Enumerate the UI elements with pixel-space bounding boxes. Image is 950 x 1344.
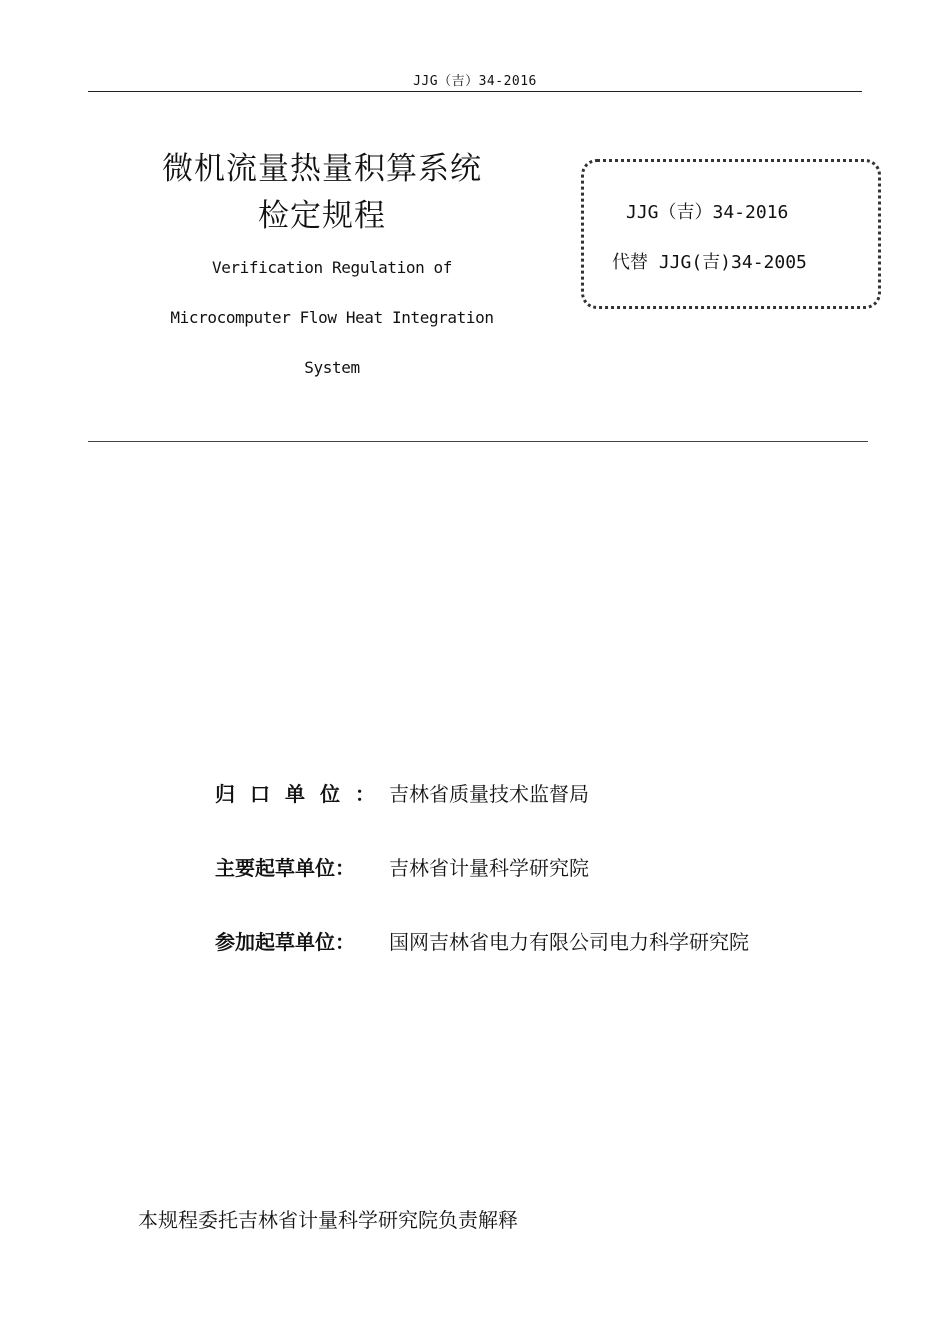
responsible-unit-label: 归口单位：: [215, 782, 390, 806]
title-en-line-2: Microcomputer Flow Heat Integration: [170, 308, 494, 327]
participating-drafting-unit-label: 参加起草单位：: [215, 930, 355, 954]
main-drafting-unit-row: [215, 854, 589, 882]
responsible-unit-row: [215, 780, 589, 808]
main-drafting-unit-value: 吉林省计量科学研究院: [389, 856, 589, 880]
title-en-line-1: Verification Regulation of: [211, 258, 453, 277]
responsible-unit-value: 吉林省质量技术监督局: [389, 782, 589, 806]
participating-drafting-unit-value: 国网吉林省电力有限公司电力科学研究院: [389, 930, 749, 954]
section-divider: [88, 441, 868, 442]
standard-code-box: [581, 159, 881, 309]
title-zh-line-1: 微机流量热量积算系统: [162, 151, 482, 187]
title-en-line-3: System: [304, 358, 360, 377]
header-standard-code: JJG（吉）34-2016: [413, 74, 537, 89]
interpretation-note: 本规程委托吉林省计量科学研究院负责解释: [138, 1208, 518, 1232]
standard-code: JJG（吉）34-2016: [626, 202, 789, 223]
participating-drafting-unit-row: [215, 928, 749, 956]
replaces-code: 代替 JJG(吉)34-2005: [612, 252, 807, 273]
main-drafting-unit-label: 主要起草单位：: [215, 856, 355, 880]
title-zh-line-2: 检定规程: [258, 198, 386, 234]
header-rule: [88, 91, 862, 92]
